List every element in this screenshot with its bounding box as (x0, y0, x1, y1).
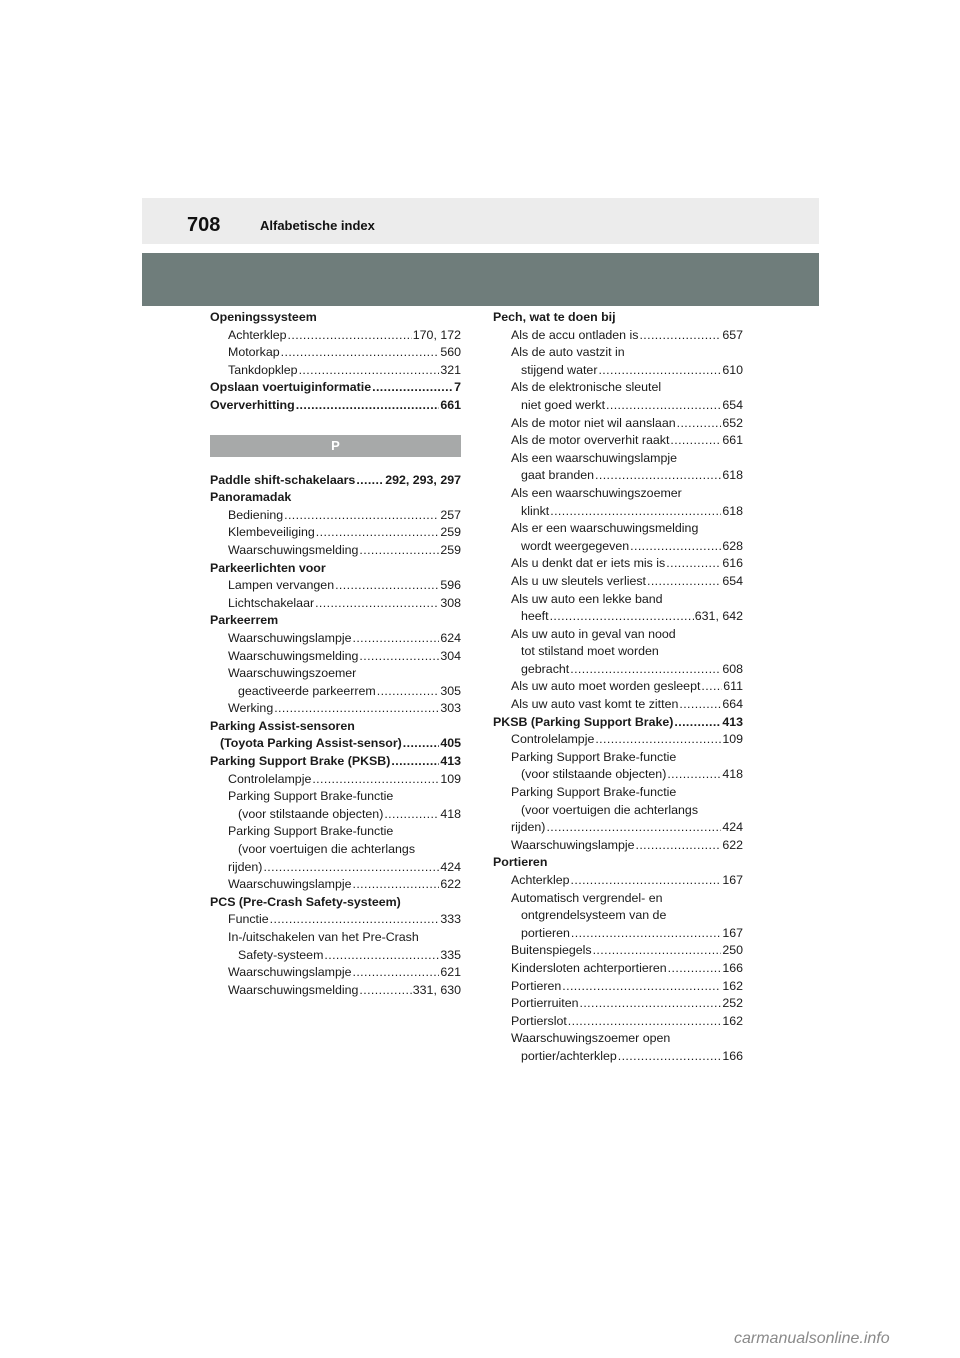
section-title: Alfabetische index (260, 218, 375, 233)
dot-leader (335, 577, 439, 595)
entry-text: gaat branden (521, 468, 595, 483)
index-subentry: Parking Support Brake-functie (228, 824, 394, 839)
page-reference: 250 (722, 943, 743, 958)
entry-text: (voor stilstaande objecten) (238, 806, 384, 821)
dot-leader (359, 648, 439, 666)
index-subentry (493, 978, 743, 996)
page-reference: 162 (722, 1013, 743, 1028)
page-reference: 321 (440, 362, 461, 377)
entry-text: Controlelampje (228, 771, 312, 786)
page-reference: 596 (440, 578, 461, 593)
dot-leader (571, 872, 722, 890)
dot-leader (593, 942, 722, 960)
index-entry: Panoramadak (210, 490, 292, 505)
page-reference: 611 (723, 679, 743, 694)
dot-leader (570, 661, 721, 679)
index-subentry: Parking Support Brake-functie (511, 785, 677, 800)
watermark: carmanualsonline.info (734, 1330, 890, 1347)
index-subentry (210, 507, 461, 525)
dot-leader (701, 678, 722, 696)
dot-leader (274, 700, 439, 718)
index-entry (210, 472, 461, 490)
dot-leader (679, 696, 721, 714)
index-subentry (493, 960, 743, 978)
entry-text: Kindersloten achterportieren (511, 960, 667, 975)
index-subentry (210, 964, 461, 982)
dot-leader (359, 982, 411, 1000)
entry-text: Als uw auto moet worden gesleept (511, 679, 701, 694)
dot-leader (324, 947, 439, 965)
entry-text: Lampen vervangen (228, 578, 335, 593)
entry-text: Lichtschakelaar (228, 595, 315, 610)
index-subentry: Parking Support Brake-functie (228, 789, 394, 804)
page-reference: 616 (722, 556, 743, 571)
index-subentry: Waarschuwingszoemer open (511, 1031, 671, 1046)
index-subentry (210, 771, 461, 789)
page-reference: 166 (722, 960, 743, 975)
index-subentry (210, 806, 461, 824)
index-subentry (493, 362, 743, 380)
entry-text: Bediening (228, 507, 284, 522)
page-reference: 654 (722, 573, 743, 588)
index-subentry (210, 859, 461, 877)
entry-text: Waarschuwingslampje (511, 837, 635, 852)
entry-text: Portieren (511, 978, 562, 993)
page-reference: 413 (440, 754, 461, 769)
dot-leader (618, 1048, 722, 1066)
index-subentry (493, 327, 743, 345)
dot-leader (299, 362, 440, 380)
entry-text: Functie (228, 912, 269, 927)
index-list-p-continued (493, 309, 743, 1066)
dot-leader (403, 735, 440, 753)
index-column-left (210, 309, 461, 999)
dot-leader (639, 327, 721, 345)
index-subentry: Als een waarschuwingslampje (511, 450, 677, 465)
page-reference: 621 (440, 965, 461, 980)
page-reference: 303 (440, 701, 461, 716)
page-reference: 652 (722, 415, 743, 430)
index-subentry: ontgrendelsysteem van de (521, 908, 667, 923)
dot-leader (353, 876, 440, 894)
page-reference: 257 (440, 507, 461, 522)
index-subentry (210, 947, 461, 965)
dot-leader (606, 397, 721, 415)
index-entry: Pech, wat te doen bij (493, 310, 616, 324)
page-reference: 610 (722, 362, 743, 377)
entry-text: Als de motor niet wil aanslaan (511, 415, 676, 430)
index-subentry: In-/uitschakelen van het Pre-Crash (228, 930, 419, 944)
index-subentry: tot stilstand moet worden (521, 644, 659, 659)
dot-leader (647, 573, 721, 591)
entry-text: portieren (521, 925, 570, 940)
dot-leader (281, 344, 440, 362)
index-subentry (210, 683, 461, 701)
page-reference: 331, 630 (412, 982, 461, 997)
index-subentry: Als er een waarschuwingsmelding (511, 521, 699, 536)
entry-text: heeft (521, 609, 549, 624)
index-entry (210, 397, 461, 415)
entry-text: Parking Support Brake (PKSB) (210, 754, 391, 769)
page-reference: 305 (440, 683, 461, 698)
entry-text: Als uw auto vast komt te zitten (511, 697, 679, 712)
entry-text: Werking (228, 701, 274, 716)
letter-divider-p: P (210, 435, 461, 457)
page-reference: 664 (722, 697, 743, 712)
index-subentry (210, 524, 461, 542)
entry-text: Waarschuwingslampje (228, 877, 352, 892)
dot-leader (316, 524, 440, 542)
index-subentry (210, 700, 461, 718)
entry-text: Tankdopklep (228, 362, 298, 377)
index-entry (210, 753, 461, 771)
dot-leader (595, 731, 721, 749)
index-subentry: (voor voertuigen die achterlangs (521, 802, 699, 817)
entry-text: gebracht (521, 661, 570, 676)
index-entry: Openingssysteem (210, 310, 317, 324)
index-subentry: Als uw auto een lekke band (511, 591, 663, 606)
index-entry: Parkeerlichten voor (210, 560, 326, 575)
dot-leader (598, 362, 721, 380)
page-reference: 631, 642 (694, 609, 743, 624)
index-subentry (493, 925, 743, 943)
page-reference: 109 (440, 771, 461, 786)
page-reference: 252 (722, 996, 743, 1011)
page-reference: 622 (440, 877, 461, 892)
entry-text: Waarschuwingslampje (228, 965, 352, 980)
index-subentry (493, 766, 743, 784)
index-subentry (210, 362, 461, 380)
entry-text: portier/achterklep (521, 1048, 617, 1063)
page-reference: 413 (722, 714, 743, 729)
index-list-p (210, 472, 461, 1000)
entry-text: niet goed werkt (521, 397, 606, 412)
index-subentry (493, 995, 743, 1013)
dot-leader (315, 595, 439, 613)
index-subentry (210, 911, 461, 929)
entry-text: Als u uw sleutels verliest (511, 573, 646, 588)
index-subentry: Waarschuwingszoemer (228, 666, 357, 681)
dot-leader (562, 978, 721, 996)
index-subentry (210, 327, 461, 345)
index-column-right (493, 309, 743, 1066)
entry-text: Buitenspiegels (511, 943, 592, 958)
page-reference: 259 (440, 525, 461, 540)
entry-text: (Toyota Parking Assist-sensor) (220, 736, 402, 751)
page-reference: 618 (722, 503, 743, 518)
entry-text: rijden) (228, 859, 263, 874)
page-reference: 292, 293, 297 (385, 472, 461, 487)
entry-text: rijden) (511, 820, 546, 835)
index-entry: Parking Assist-sensoren (210, 718, 355, 733)
page-reference: 622 (722, 837, 743, 852)
index-subentry (210, 630, 461, 648)
index-subentry (210, 542, 461, 560)
entry-text: Portierslot (511, 1013, 567, 1028)
page-reference: 618 (722, 468, 743, 483)
page-number: 708 (187, 214, 221, 236)
index-subentry (493, 415, 743, 433)
entry-text: klinkt (521, 503, 550, 518)
entry-text: Paddle shift-schakelaars (210, 472, 356, 487)
index-entry (210, 379, 461, 397)
index-entry: Parkeerrem (210, 613, 279, 628)
dot-leader (668, 960, 722, 978)
entry-text: Controlelampje (511, 732, 595, 747)
page-reference: 418 (722, 767, 743, 782)
entry-text: stijgend water (521, 362, 598, 377)
index-subentry (493, 538, 743, 556)
header-decor-bar (142, 253, 819, 306)
index-subentry: Als de auto vastzit in (511, 345, 625, 360)
index-list-o (210, 309, 461, 415)
dot-leader (353, 964, 440, 982)
index-subentry (493, 837, 743, 855)
page-reference: 333 (440, 912, 461, 927)
dot-leader (674, 714, 721, 732)
index-subentry (210, 595, 461, 613)
dot-leader (263, 859, 439, 877)
index-entry: Portieren (493, 855, 548, 870)
dot-leader (666, 555, 721, 573)
page-reference: 661 (722, 433, 743, 448)
dot-leader (384, 806, 439, 824)
index-subentry (493, 661, 743, 679)
index-subentry (210, 577, 461, 595)
entry-text: Waarschuwingsmelding (228, 648, 359, 663)
index-subentry (210, 876, 461, 894)
dot-leader (353, 630, 440, 648)
index-subentry (493, 608, 743, 626)
page-reference: 654 (722, 397, 743, 412)
dot-leader (359, 542, 439, 560)
entry-text: (voor stilstaande objecten) (521, 767, 667, 782)
dot-leader (546, 819, 721, 837)
entry-text: Opslaan voertuiginformatie (210, 380, 372, 395)
page-reference: 657 (722, 327, 743, 342)
index-subentry (210, 344, 461, 362)
page-reference: 304 (440, 648, 461, 663)
page-reference: 167 (722, 925, 743, 940)
entry-text: Safety-systeem (238, 947, 324, 962)
entry-text: Achterklep (511, 873, 570, 887)
entry-text: geactiveerde parkeerrem (238, 683, 376, 698)
entry-text: Waarschuwingslampje (228, 630, 352, 645)
entry-text: wordt weergegeven (521, 538, 630, 553)
index-subentry (493, 432, 743, 450)
page-reference: 308 (440, 595, 461, 610)
dot-leader (356, 472, 384, 490)
entry-text: Waarschuwingsmelding (228, 982, 359, 997)
page-reference: 661 (440, 397, 461, 412)
dot-leader (270, 911, 440, 929)
dot-leader (377, 683, 440, 701)
dot-leader (568, 1013, 722, 1031)
dot-leader (391, 753, 439, 771)
index-subentry (493, 696, 743, 714)
index-subentry: Als uw auto in geval van nood (511, 626, 676, 641)
page-header-band (142, 198, 819, 244)
dot-leader (571, 925, 721, 943)
dot-leader (550, 608, 694, 626)
entry-text: Oververhitting (210, 397, 295, 412)
dot-leader (580, 995, 722, 1013)
entry-text: Waarschuwingsmelding (228, 542, 359, 557)
page-reference: 167 (722, 873, 743, 887)
entry-text: Als u denkt dat er iets mis is (511, 556, 666, 571)
page-reference: 162 (722, 978, 743, 993)
dot-leader (677, 415, 722, 433)
index-subentry (493, 467, 743, 485)
dot-leader (372, 379, 453, 397)
entry-text: Achterklep (228, 327, 287, 342)
dot-leader (550, 503, 721, 521)
index-subentry (493, 555, 743, 573)
dot-leader (312, 771, 439, 789)
dot-leader (288, 327, 412, 345)
index-subentry (493, 1013, 743, 1031)
index-entry (493, 714, 743, 732)
index-subentry (493, 731, 743, 749)
entry-text: Als de accu ontladen is (511, 327, 639, 342)
index-subentry (210, 982, 461, 1000)
dot-leader (630, 538, 721, 556)
dot-leader (636, 837, 722, 855)
index-subentry (493, 819, 743, 837)
entry-text: Klembeveiliging (228, 525, 315, 540)
page-reference: 628 (722, 538, 743, 553)
index-subentry (493, 503, 743, 521)
index-subentry: Als de elektronische sleutel (511, 380, 662, 395)
page-reference: 166 (722, 1048, 743, 1063)
page-reference: 405 (440, 736, 461, 751)
index-entry: PCS (Pre-Crash Safety-systeem) (210, 894, 401, 909)
index-entry (210, 735, 461, 753)
dot-leader (296, 397, 440, 415)
index-subentry (493, 397, 743, 415)
index-subentry (493, 872, 743, 890)
index-subentry (493, 678, 743, 696)
index-subentry: Als een waarschuwingszoemer (511, 485, 682, 500)
index-subentry: Parking Support Brake-functie (511, 749, 677, 764)
page-reference: 424 (440, 859, 461, 874)
entry-text: PKSB (Parking Support Brake) (493, 714, 674, 729)
dot-leader (670, 432, 721, 450)
dot-leader (595, 467, 721, 485)
dot-leader (284, 507, 439, 525)
index-subentry (210, 648, 461, 666)
index-subentry: Automatisch vergrendel- en (511, 890, 663, 905)
page-reference: 560 (440, 345, 461, 360)
page-reference: 608 (722, 661, 743, 676)
page-reference: 424 (722, 820, 743, 835)
page-reference: 109 (722, 732, 743, 747)
index-subentry (493, 942, 743, 960)
dot-leader (667, 766, 721, 784)
page-reference: 624 (440, 630, 461, 645)
entry-text: Als de motor oververhit raakt (511, 433, 670, 448)
index-subentry (493, 573, 743, 591)
page-reference: 259 (440, 542, 461, 557)
entry-text: Motorkap (228, 345, 280, 360)
page-reference: 418 (440, 806, 461, 821)
page-reference: 335 (440, 947, 461, 962)
index-subentry: (voor voertuigen die achterlangs (238, 842, 416, 857)
index-subentry (493, 1048, 743, 1066)
page-reference: 170, 172 (412, 327, 461, 342)
entry-text: Portierruiten (511, 996, 579, 1011)
page-reference: 7 (454, 380, 461, 395)
